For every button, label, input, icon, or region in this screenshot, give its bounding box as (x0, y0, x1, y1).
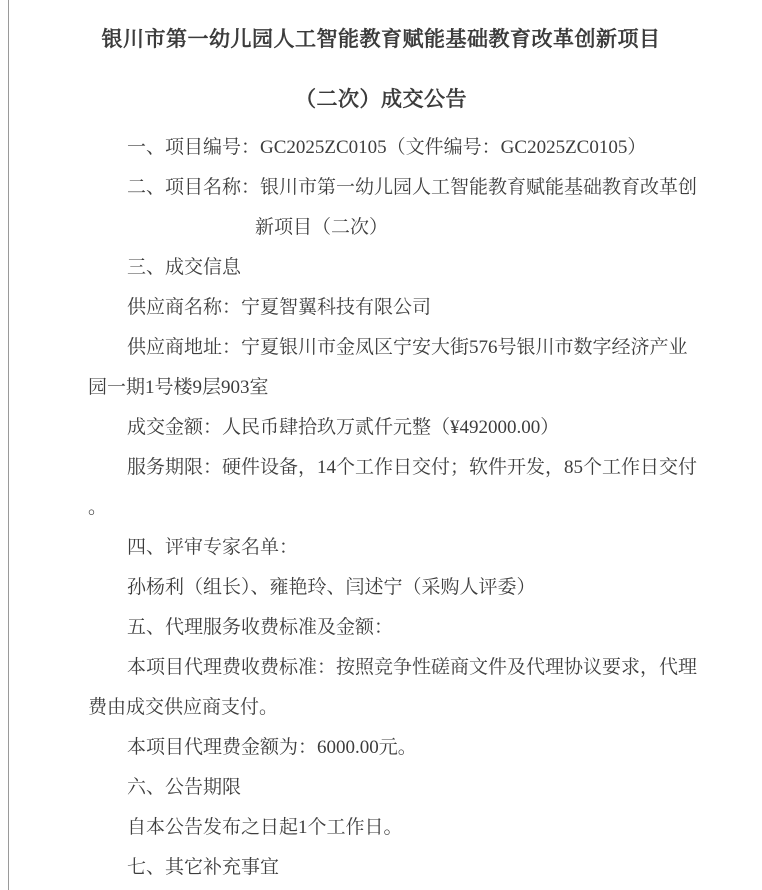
line-service-period: 服务期限：硬件设备，14个工作日交付；软件开发，85个工作日交付 (127, 457, 698, 478)
document-body (0, 128, 762, 888)
line-service-period-wrap: 。 (88, 497, 108, 518)
line-notice-period-value: 自本公告发布之日起1个工作日。 (127, 817, 403, 838)
line-award-info-heading: 三、成交信息 (127, 257, 242, 278)
left-border-rule (8, 0, 9, 890)
line-supplier-address: 供应商地址：宁夏银川市金凤区宁安大街576号银川市数字经济产业 (127, 337, 688, 358)
line-agency-fee-standard: 本项目代理费收费标准：按照竞争性磋商文件及代理协议要求，代理 (127, 657, 698, 678)
document-title-line-2: （二次）成交公告 (295, 87, 467, 111)
document-title-line-1: 银川市第一幼儿园人工智能教育赋能基础教育改革创新项目 (101, 27, 661, 51)
line-experts-names: 孙杨利（组长）、雍艳玲、闫述宁（采购人评委） (127, 577, 536, 598)
line-experts-heading: 四、评审专家名单： (127, 537, 299, 558)
line-supplier-address-wrap: 园一期1号楼9层903室 (88, 377, 269, 398)
line-agency-fee-heading: 五、代理服务收费标准及金额： (127, 617, 394, 638)
line-project-name-wrap: 新项目（二次） (255, 217, 389, 238)
line-notice-period-heading: 六、公告期限 (127, 777, 242, 798)
line-agency-fee-wrap: 费由成交供应商支付。 (88, 697, 279, 718)
line-award-amount: 成交金额：人民币肆拾玖万贰仟元整（¥492000.00） (127, 417, 560, 438)
document-title-block (0, 0, 762, 112)
line-supplementary-heading: 七、其它补充事宜 (127, 857, 280, 878)
line-project-name: 二、项目名称：银川市第一幼儿园人工智能教育赋能基础教育改革创 (127, 177, 698, 198)
line-supplier-name: 供应商名称：宁夏智翼科技有限公司 (127, 297, 432, 318)
line-project-number: 一、项目编号：GC2025ZC0105（文件编号：GC2025ZC0105） (127, 137, 647, 158)
line-agency-fee-amount: 本项目代理费金额为：6000.00元。 (127, 737, 417, 758)
